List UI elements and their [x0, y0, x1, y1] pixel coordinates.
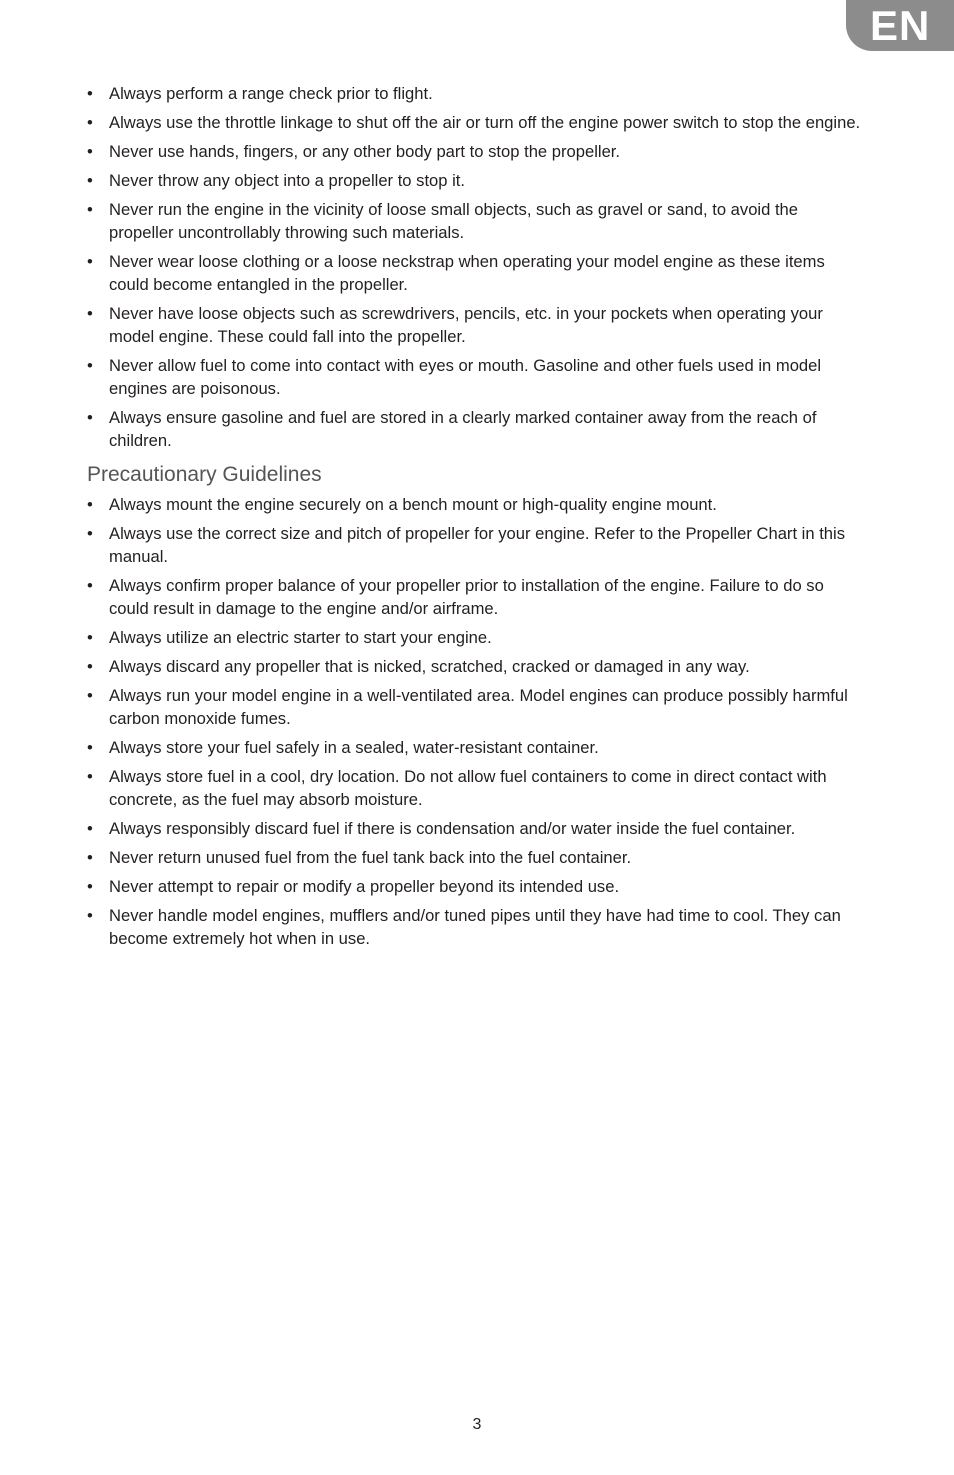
safety-list	[87, 82, 867, 452]
list-item	[87, 655, 867, 678]
bullet-icon: •	[87, 356, 93, 375]
list-item	[87, 765, 867, 811]
list-item-text: Never attempt to repair or modify a propeller beyond its intended use.	[109, 877, 620, 896]
bullet-icon: •	[87, 171, 93, 190]
list-item-text: Never return unused fuel from the fuel tank back into the fuel container.	[109, 848, 632, 867]
bullet-icon: •	[87, 524, 93, 543]
bullet-icon: •	[87, 767, 93, 786]
bullet-icon: •	[87, 576, 93, 595]
page-number: 3	[472, 1416, 482, 1433]
list-item-text: Always responsibly discard fuel if there is condensation and/or water inside the fuel container.	[109, 819, 796, 838]
bullet-icon: •	[87, 848, 93, 867]
bullet-icon: •	[87, 657, 93, 676]
list-item	[87, 626, 867, 649]
bullet-icon: •	[87, 408, 93, 427]
bullet-icon: •	[87, 304, 93, 323]
list-item-text: Always confirm proper balance of your propeller prior to installation of the engine. Failure to do so could result in damage to the engine and/or airframe.	[109, 576, 824, 618]
list-item-text: Never wear loose clothing or a loose neckstrap when operating your model engine as these items could become entangled in the propeller.	[109, 252, 825, 294]
list-item	[87, 875, 867, 898]
list-item-text: Never handle model engines, mufflers and/or tuned pipes until they have had time to cool. They can become extremely hot when in use.	[109, 906, 841, 948]
bullet-icon: •	[87, 200, 93, 219]
list-item	[87, 198, 867, 244]
list-item-text: Never use hands, fingers, or any other body part to stop the propeller.	[109, 142, 621, 161]
list-item-text: Never throw any object into a propeller to stop it.	[109, 171, 466, 190]
bullet-icon: •	[87, 495, 93, 514]
section-heading: Precautionary Guidelines	[87, 463, 322, 486]
list-item-text: Always discard any propeller that is nicked, scratched, cracked or damaged in any way.	[109, 657, 750, 676]
bullet-icon: •	[87, 252, 93, 271]
language-tab: EN	[846, 0, 954, 51]
bullet-icon: •	[87, 142, 93, 161]
list-item-text: Always store your fuel safely in a sealed, water-resistant container.	[109, 738, 599, 757]
list-item-text: Always store fuel in a cool, dry location. Do not allow fuel containers to come in direct contact with concrete, as the fuel may absorb moisture.	[109, 767, 827, 809]
list-item-text: Never run the engine in the vicinity of loose small objects, such as gravel or sand, to avoid the propeller uncontrollably throwing such materials.	[109, 200, 799, 242]
bullet-icon: •	[87, 628, 93, 647]
list-item	[87, 522, 867, 568]
list-item-text: Always use the correct size and pitch of propeller for your engine. Refer to the Propeller Chart in this manual.	[109, 524, 846, 566]
list-item-text: Always utilize an electric starter to start your engine.	[109, 628, 492, 647]
list-item-text: Always ensure gasoline and fuel are stored in a clearly marked container away from the reach of children.	[109, 408, 817, 450]
list-item	[87, 250, 867, 296]
bullet-icon: •	[87, 877, 93, 896]
precautionary-list	[87, 493, 867, 950]
list-item	[87, 846, 867, 869]
list-item	[87, 817, 867, 840]
list-item-text: Always mount the engine securely on a bench mount or high-quality engine mount.	[109, 495, 717, 514]
list-item-text: Always run your model engine in a well-ventilated area. Model engines can produce possibly harmful carbon monoxide fumes.	[109, 686, 848, 728]
bullet-icon: •	[87, 84, 93, 103]
list-item	[87, 111, 867, 134]
bullet-icon: •	[87, 113, 93, 132]
list-item	[87, 493, 867, 516]
bullet-icon: •	[87, 906, 93, 925]
list-item	[87, 736, 867, 759]
list-item	[87, 302, 867, 348]
list-item-text: Never allow fuel to come into contact with eyes or mouth. Gasoline and other fuels used in model engines are poisonous.	[109, 356, 822, 398]
bullet-icon: •	[87, 686, 93, 705]
list-item	[87, 140, 867, 163]
list-item	[87, 82, 867, 105]
list-item	[87, 574, 867, 620]
list-item	[87, 406, 867, 452]
list-item-text: Always perform a range check prior to flight.	[109, 84, 433, 103]
list-item	[87, 684, 867, 730]
list-item-text: Never have loose objects such as screwdrivers, pencils, etc. in your pockets when operating your model engine. These could fall into the propeller.	[109, 304, 823, 346]
list-item	[87, 904, 867, 950]
bullet-icon: •	[87, 819, 93, 838]
bullet-icon: •	[87, 738, 93, 757]
page-content	[87, 82, 867, 956]
list-item	[87, 354, 867, 400]
list-item	[87, 169, 867, 192]
list-item-text: Always use the throttle linkage to shut off the air or turn off the engine power switch to stop the engine.	[109, 113, 861, 132]
